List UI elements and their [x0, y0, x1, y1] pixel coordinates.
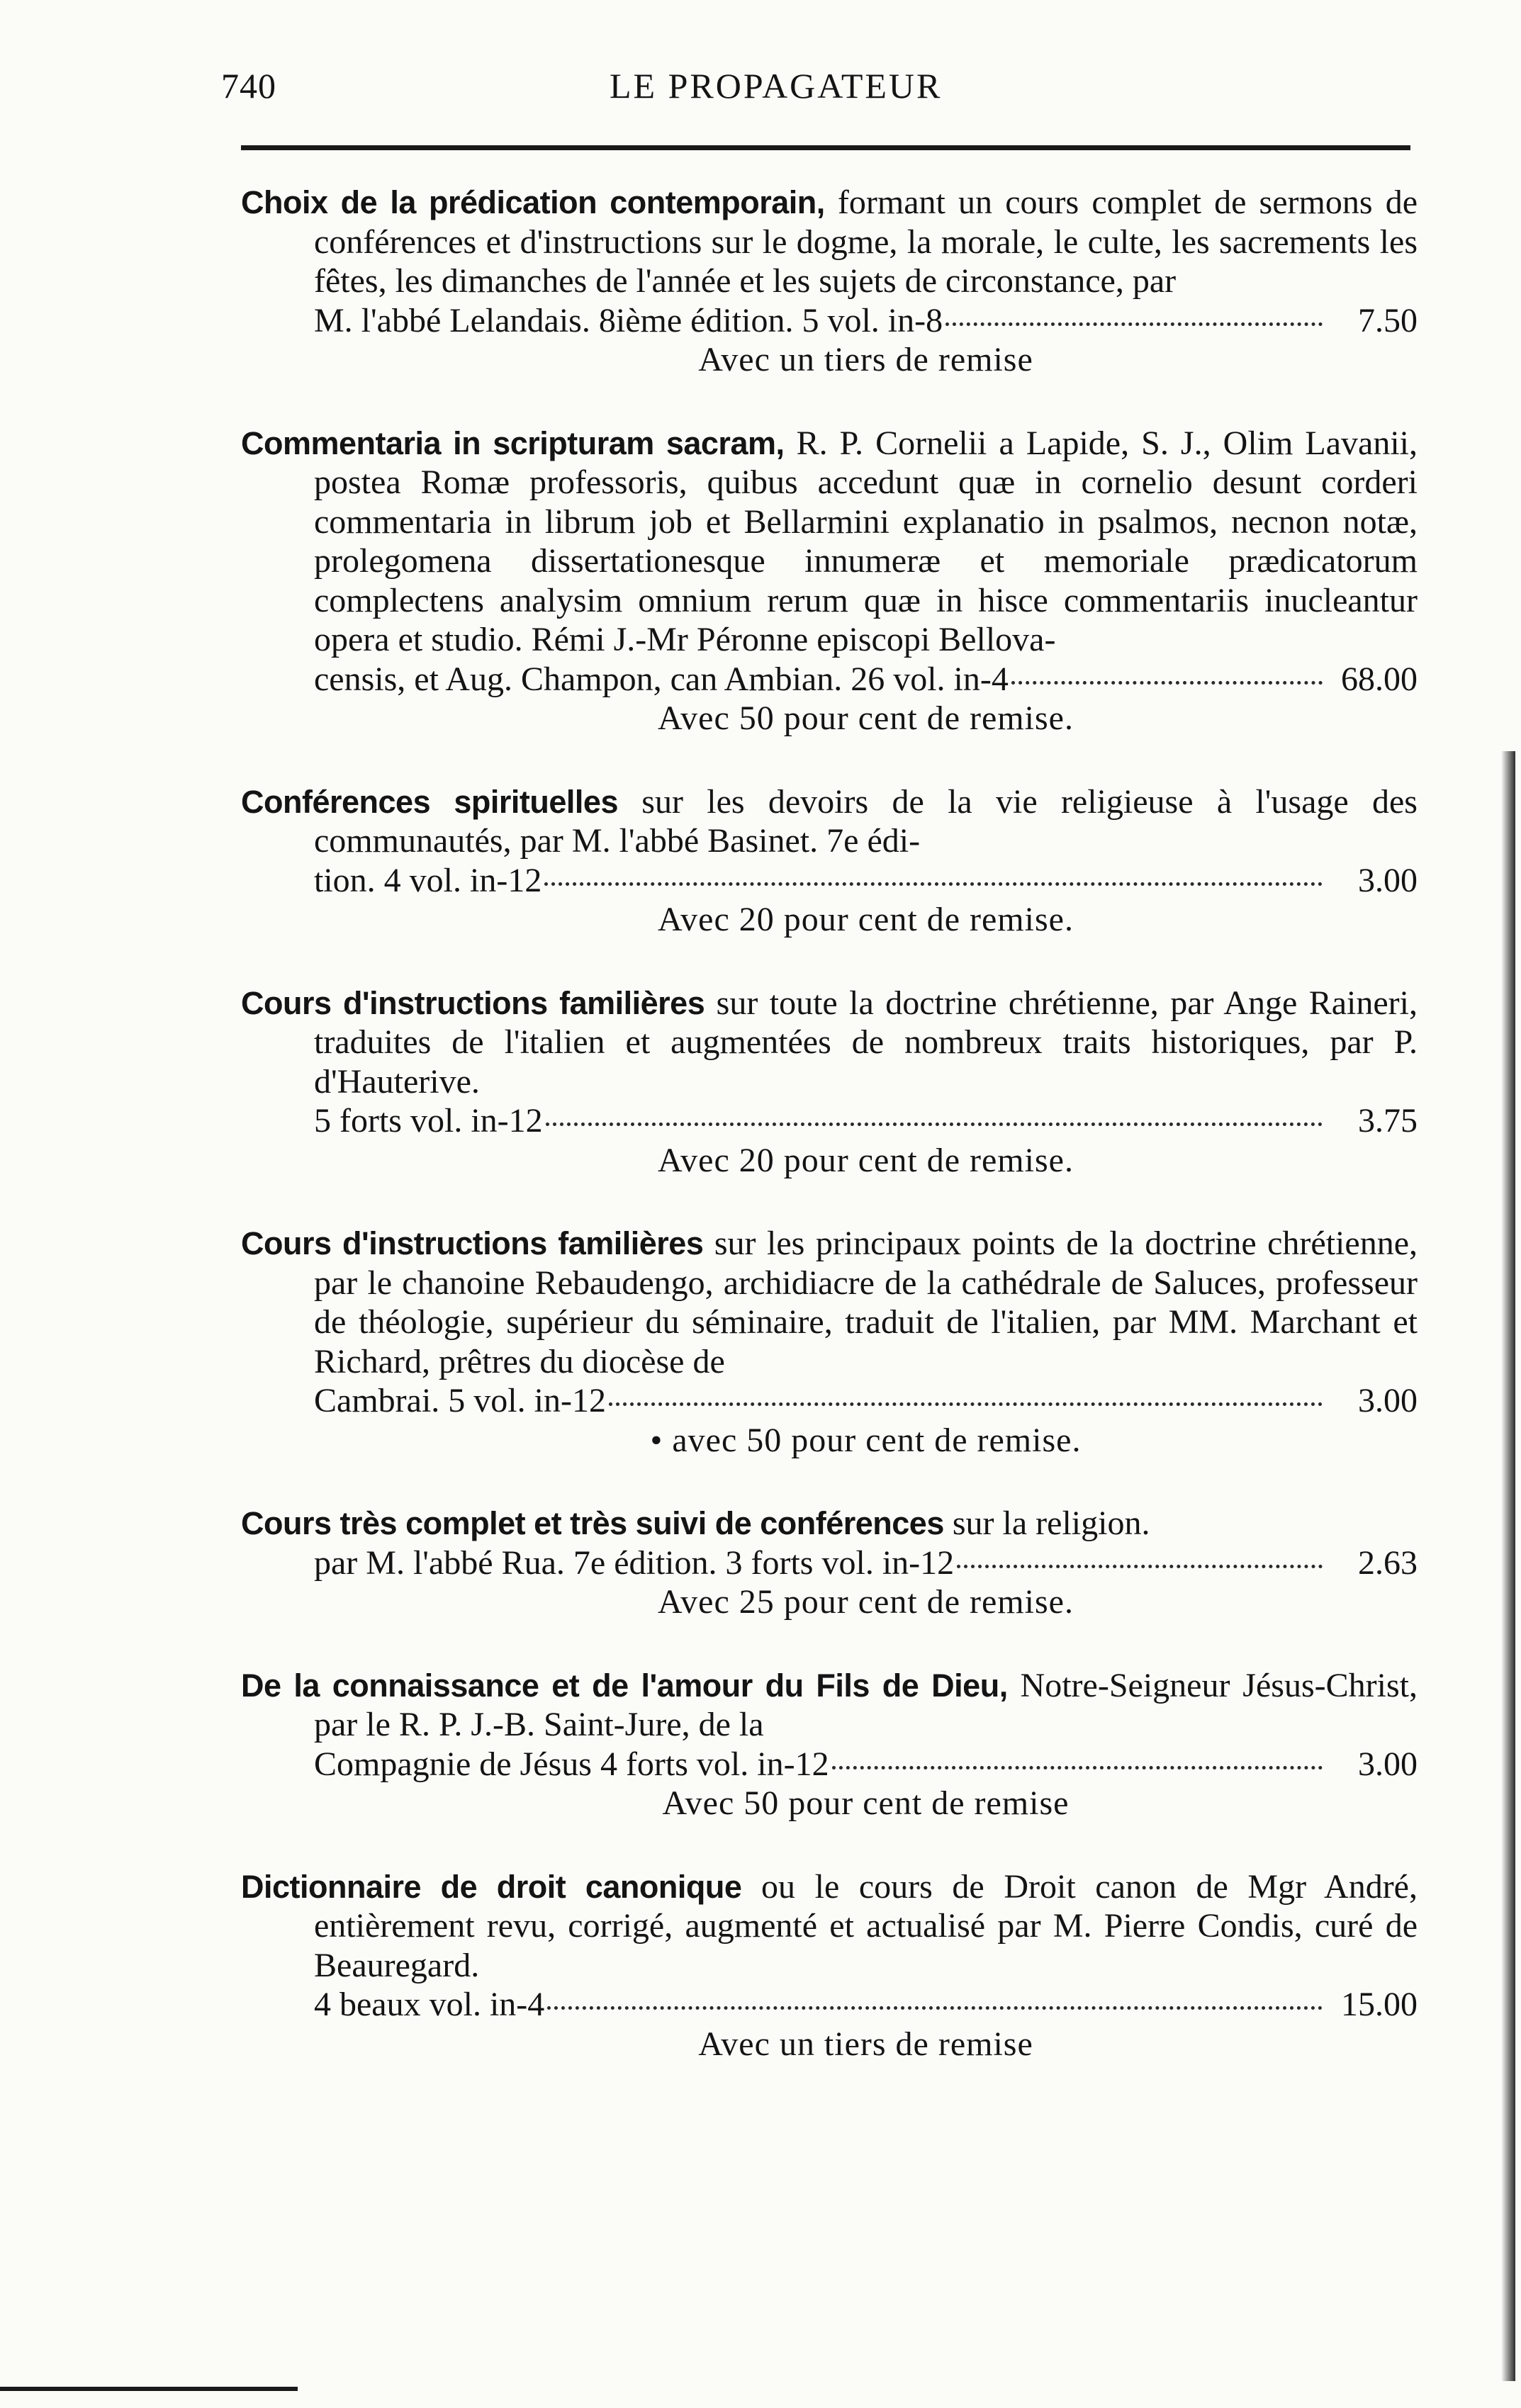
entry-description — [241, 1504, 1418, 1543]
header-rule — [241, 145, 1410, 150]
price-text: 5 forts vol. in-12 — [314, 1102, 543, 1140]
catalog-entry — [241, 984, 1418, 1181]
entry-title: De la connaissance et de l'amour du Fils de Dieu, — [241, 1667, 1008, 1704]
page-number: 740 — [221, 66, 276, 106]
price-line — [241, 1745, 1418, 1784]
dot-leader — [544, 882, 1323, 886]
entry-price: 3.00 — [1358, 1382, 1418, 1419]
discount-note: Avec 20 pour cent de remise. — [658, 1141, 1074, 1179]
entry-title: Cours d'instructions familières — [241, 1225, 704, 1261]
entry-body: R. P. Cornelii a Lapide, S. J., Olim Lavanii, postea Romæ professoris, quibus accedunt quæ in cornelio desunt corderi commentaria in librum job et Bellarmini explanatio in psalmos, necnon notæ, prolegomena dissertationesque innumeræ et memoriale prædicatorum complectens analysim omnium rerum quæ in hisce commentariis inucleantur opera et studio. Rémi J.-Mr Péronne episcopi Bellova- — [314, 424, 1418, 658]
entry-body: Notre-Seigneur Jésus-Christ, par le R. P. J.-B. Saint-Jure, de la — [314, 1666, 1418, 1743]
catalog-entry — [241, 1224, 1418, 1460]
price-text: tion. 4 vol. in-12 — [314, 861, 542, 899]
entry-price: 3.00 — [1358, 1745, 1418, 1783]
discount-note: Avec 20 pour cent de remise. — [658, 901, 1074, 938]
dot-leader — [1011, 681, 1323, 685]
price-line — [241, 660, 1418, 699]
discount-note: • avec 50 pour cent de remise. — [650, 1421, 1082, 1459]
entry-description — [241, 984, 1418, 1102]
entry-body: ou le cours de Droit canon de Mgr André, entièrement revu, corrigé, augmenté et actualisé par M. Pierre Condis, curé de Beauregard. — [314, 1867, 1418, 1984]
catalog-entries — [241, 183, 1418, 2108]
entry-body: formant un cours complet de sermons de conférences et d'instructions sur le dogme, la morale, le culte, les sacrements les fêtes, les dimanches de l'année et les sujets de circonstance, par — [314, 184, 1418, 300]
price-line — [241, 1543, 1418, 1583]
price-line — [241, 1985, 1418, 2025]
price-text: Cambrai. 5 vol. in-12 — [314, 1382, 606, 1419]
discount-note: Avec 50 pour cent de remise — [662, 1784, 1070, 1822]
price-text: par M. l'abbé Rua. 7e édition. 3 forts vol. in-12 — [314, 1543, 955, 1582]
entry-title: Dictionnaire de droit canonique — [241, 1868, 742, 1905]
entry-price: 3.75 — [1358, 1102, 1418, 1140]
catalog-entry — [241, 782, 1418, 940]
dot-leader — [546, 1123, 1323, 1126]
price-text: 4 beaux vol. in-4 — [314, 1986, 545, 2023]
entry-title: Cours d'instructions familières — [241, 984, 705, 1021]
entry-body: sur la religion. — [943, 1504, 1150, 1542]
price-line — [241, 1101, 1418, 1141]
entry-description — [241, 424, 1418, 660]
discount-note: Avec un tiers de remise — [698, 341, 1033, 378]
price-line — [241, 301, 1418, 341]
dot-leader — [609, 1402, 1323, 1406]
entry-description — [241, 782, 1418, 861]
entry-title: Cours très complet et très suivi de conférences — [241, 1505, 944, 1541]
entry-description — [241, 1224, 1418, 1381]
catalog-entry — [241, 1867, 1418, 2064]
price-text: Compagnie de Jésus 4 forts vol. in-12 — [314, 1745, 829, 1783]
bottom-rule — [0, 2387, 298, 2391]
price-text: censis, et Aug. Champon, can Ambian. 26 vol. in-4 — [314, 660, 1009, 698]
entry-price: 15.00 — [1341, 1986, 1418, 2023]
entry-body: sur toute la doctrine chrétienne, par Ange Raineri, traduites de l'italien et augmentées de nombreux traits historiques, par P. d'Hauterive. — [314, 984, 1418, 1101]
dot-leader — [945, 322, 1323, 326]
entry-description — [241, 183, 1418, 301]
catalog-entry — [241, 1504, 1418, 1622]
discount-note: Avec 25 pour cent de remise. — [658, 1583, 1074, 1621]
entry-body: sur les devoirs de la vie religieuse à l'usage des communautés, par M. l'abbé Basinet. 7e édi- — [314, 782, 1418, 860]
entry-price: 3.00 — [1358, 861, 1418, 899]
entry-title: Commentaria in scripturam sacram, — [241, 424, 785, 461]
entry-title: Conférences spirituelles — [241, 783, 618, 820]
catalog-entry — [241, 424, 1418, 738]
catalog-entry — [241, 1666, 1418, 1823]
entry-title: Choix de la prédication contemporain, — [241, 184, 825, 220]
discount-note: Avec un tiers de remise — [698, 2025, 1033, 2063]
discount-note: Avec 50 pour cent de remise. — [658, 699, 1074, 737]
running-title: LE PROPAGATEUR — [610, 66, 943, 106]
entry-body: sur les principaux points de la doctrine chrétienne, par le chanoine Rebaudengo, archidiacre de la cathédrale de Saluces, professeur de théologie, supérieur du séminaire, traduit de l'italien, par MM. Marchant et Richard, prêtres du diocèse de — [314, 1225, 1418, 1380]
entry-price: 68.00 — [1341, 660, 1418, 698]
catalog-entry — [241, 183, 1418, 380]
dot-leader — [832, 1766, 1323, 1770]
price-line — [241, 1381, 1418, 1421]
dot-leader — [957, 1565, 1323, 1568]
entry-description — [241, 1867, 1418, 1986]
entry-description — [241, 1666, 1418, 1745]
entry-price: 7.50 — [1358, 301, 1418, 339]
price-text: M. l'abbé Lelandais. 8ième édition. 5 vol. in-8 — [314, 301, 943, 339]
entry-price: 2.63 — [1358, 1543, 1418, 1582]
price-line — [241, 861, 1418, 901]
dot-leader — [547, 2006, 1323, 2010]
binding-shadow — [1501, 751, 1515, 2381]
